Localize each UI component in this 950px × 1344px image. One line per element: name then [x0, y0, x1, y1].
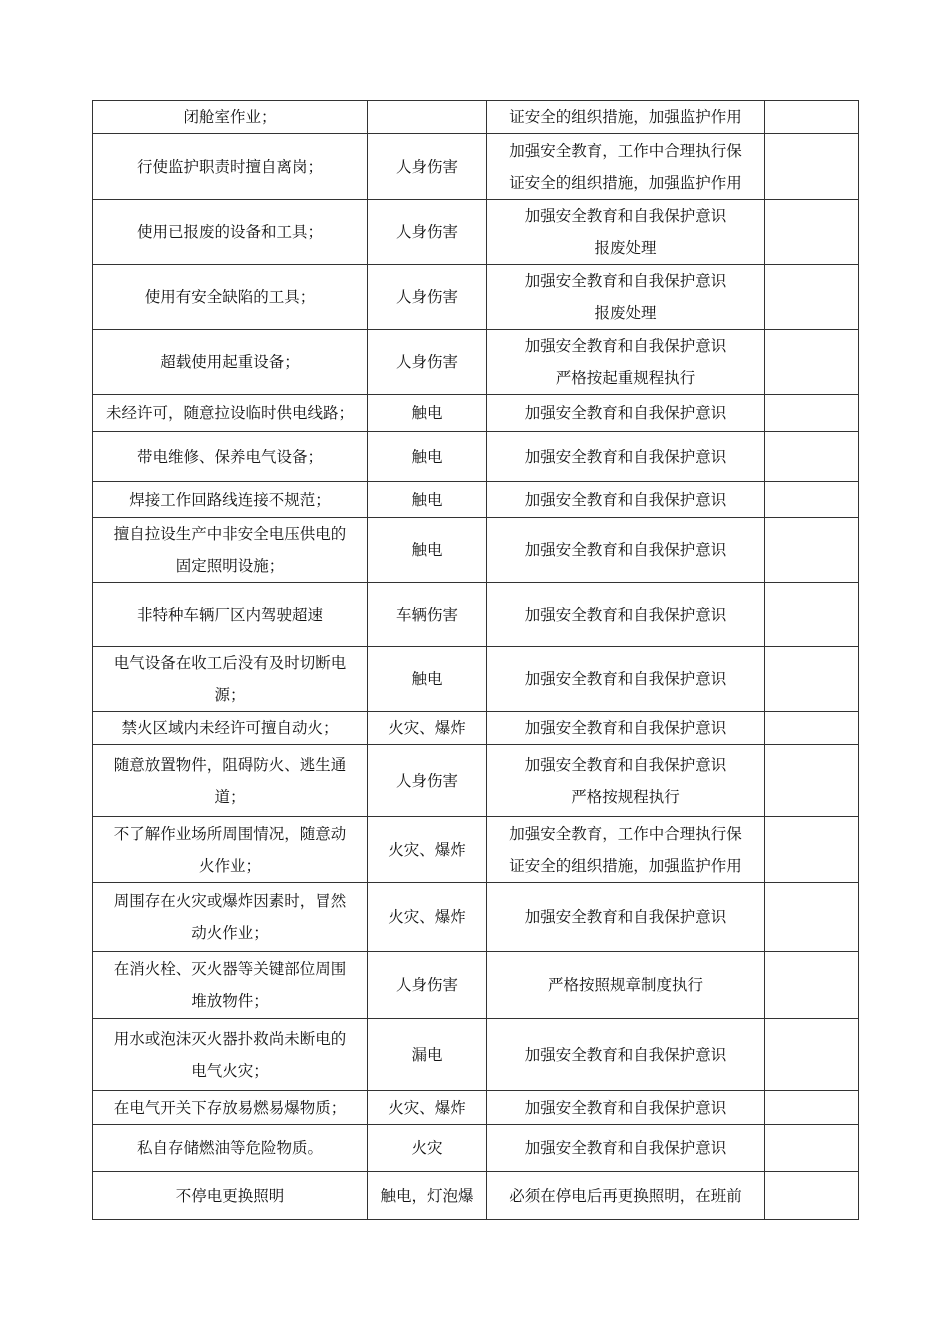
table-row [93, 518, 859, 583]
control-measure-cell [487, 647, 765, 712]
control-measure-cell-line: 报废处理 [594, 304, 657, 322]
table-row [93, 1172, 859, 1220]
hazard-action-cell [93, 745, 368, 817]
hazard-action-cell-line: 道； [214, 787, 246, 806]
hazard-action-cell-line: 堆放物件； [191, 992, 269, 1010]
hazard-action-cell-line: 固定照明设施； [175, 557, 285, 575]
hazard-action-cell [93, 583, 368, 647]
hazard-action-cell-line: 用水或泡沫灭火器扑救尚未断电的 [113, 1029, 347, 1048]
control-measure-cell [487, 952, 765, 1019]
harm-type-cell: 火灾、爆炸 [368, 817, 487, 883]
control-measure-cell-line: 加强安全教育和自我保护意识 [524, 1045, 727, 1064]
control-measure-cell [487, 265, 765, 330]
control-measure-cell [487, 518, 765, 583]
remark-cell [765, 330, 859, 395]
harm-type-cell: 人身伤害 [368, 265, 487, 330]
remark-cell [765, 583, 859, 647]
control-measure-cell-line: 证安全的组织措施，加强监护作用 [509, 108, 742, 126]
hazard-action-cell [93, 518, 368, 583]
hazard-action-cell-line: 电气火灾； [191, 1061, 269, 1080]
hazard-action-cell [93, 1019, 368, 1091]
remark-cell [765, 265, 859, 330]
control-measure-cell [487, 134, 765, 200]
control-measure-cell-line: 加强安全教育和自我保护意识 [524, 337, 727, 355]
hazard-action-cell [93, 395, 368, 432]
hazard-action-cell-line: 使用有安全缺陷的工具； [144, 288, 316, 306]
control-measure-cell [487, 330, 765, 395]
hazard-action-cell [93, 952, 368, 1019]
hazard-action-cell [93, 883, 368, 952]
control-measure-cell-line: 证安全的组织措施，加强监护作用 [509, 856, 742, 875]
harm-type-cell: 触电，灯泡爆 [368, 1172, 487, 1220]
control-measure-cell-line: 加强安全教育和自我保护意识 [524, 1139, 727, 1157]
control-measure-cell [487, 1125, 765, 1172]
remark-cell [765, 432, 859, 482]
harm-type-cell: 火灾、爆炸 [368, 1091, 487, 1125]
harm-type-cell [368, 101, 487, 134]
table-row [93, 330, 859, 395]
table-row [93, 745, 859, 817]
table-row [93, 583, 859, 647]
hazard-action-cell-line: 非特种车辆厂区内驾驶超速 [136, 605, 323, 624]
harm-type-cell: 触电 [368, 482, 487, 518]
table-row [93, 265, 859, 330]
control-measure-cell [487, 712, 765, 745]
hazard-action-cell [93, 1172, 368, 1220]
control-measure-cell-line: 加强安全教育和自我保护意识 [524, 490, 727, 509]
hazard-action-cell-line: 焊接工作回路线连接不规范； [129, 490, 331, 509]
hazard-action-cell [93, 712, 368, 745]
risk-table-body [93, 101, 859, 1220]
remark-cell [765, 134, 859, 200]
control-measure-cell [487, 817, 765, 883]
control-measure-cell-line: 严格按起重规程执行 [555, 369, 696, 387]
table-row [93, 1091, 859, 1125]
remark-cell [765, 883, 859, 952]
hazard-action-cell-line: 带电维修、保养电气设备； [136, 447, 323, 466]
hazard-action-cell [93, 817, 368, 883]
hazard-action-cell-line: 电气设备在收工后没有及时切断电 [113, 654, 347, 672]
table-row [93, 395, 859, 432]
remark-cell [765, 952, 859, 1019]
hazard-action-cell-line: 不停电更换照明 [175, 1186, 285, 1205]
hazard-action-cell [93, 330, 368, 395]
table-row [93, 647, 859, 712]
control-measure-cell-line: 加强安全教育和自我保护意识 [524, 719, 727, 737]
hazard-action-cell-line: 源； [214, 686, 246, 704]
table-row [93, 200, 859, 265]
control-measure-cell-line: 加强安全教育和自我保护意识 [524, 207, 727, 225]
control-measure-cell [487, 101, 765, 134]
hazard-action-cell-line: 闭舱室作业； [183, 108, 277, 126]
control-measure-cell [487, 482, 765, 518]
control-measure-cell-line: 加强安全教育和自我保护意识 [524, 1098, 727, 1117]
control-measure-cell [487, 1019, 765, 1091]
hazard-action-cell [93, 647, 368, 712]
remark-cell [765, 395, 859, 432]
risk-table [92, 100, 859, 1220]
control-measure-cell [487, 395, 765, 432]
harm-type-cell: 火灾 [368, 1125, 487, 1172]
hazard-action-cell-line: 擅自拉设生产中非安全电压供电的 [113, 525, 347, 543]
remark-cell [765, 647, 859, 712]
table-row [93, 482, 859, 518]
control-measure-cell-line: 加强安全教育和自我保护意识 [524, 670, 727, 688]
control-measure-cell [487, 1091, 765, 1125]
harm-type-cell: 触电 [368, 395, 487, 432]
harm-type-cell: 漏电 [368, 1019, 487, 1091]
control-measure-cell-line: 严格按规程执行 [571, 787, 680, 806]
control-measure-cell [487, 432, 765, 482]
hazard-action-cell [93, 482, 368, 518]
harm-type-cell: 人身伤害 [368, 200, 487, 265]
remark-cell [765, 200, 859, 265]
hazard-action-cell [93, 1125, 368, 1172]
table-row [93, 134, 859, 200]
table-row [93, 1125, 859, 1172]
harm-type-cell: 触电 [368, 518, 487, 583]
hazard-action-cell-line: 周围存在火灾或爆炸因素时，冒然 [113, 892, 347, 910]
control-measure-cell-line: 加强安全教育，工作中合理执行保 [509, 824, 742, 843]
harm-type-cell: 人身伤害 [368, 952, 487, 1019]
control-measure-cell-line: 加强安全教育和自我保护意识 [524, 605, 727, 624]
control-measure-cell-line: 必须在停电后再更换照明，在班前 [509, 1186, 742, 1205]
hazard-action-cell-line: 随意放置物件，阻碍防火、逃生通 [113, 755, 347, 774]
hazard-action-cell-line: 火作业； [198, 856, 261, 875]
table-row [93, 712, 859, 745]
hazard-action-cell [93, 200, 368, 265]
remark-cell [765, 712, 859, 745]
control-measure-cell [487, 1172, 765, 1220]
control-measure-cell [487, 745, 765, 817]
remark-cell [765, 1172, 859, 1220]
control-measure-cell-line: 加强安全教育和自我保护意识 [524, 755, 727, 774]
remark-cell [765, 817, 859, 883]
control-measure-cell-line: 报废处理 [594, 239, 657, 257]
hazard-action-cell-line: 在消火栓、灭火器等关键部位周围 [113, 960, 347, 978]
table-row [93, 952, 859, 1019]
remark-cell [765, 482, 859, 518]
table-row [93, 883, 859, 952]
hazard-action-cell-line: 私自存储燃油等危险物质。 [136, 1139, 323, 1157]
table-row [93, 1019, 859, 1091]
harm-type-cell: 人身伤害 [368, 134, 487, 200]
hazard-action-cell [93, 1091, 368, 1125]
table-row [93, 817, 859, 883]
hazard-action-cell [93, 432, 368, 482]
hazard-action-cell-line: 未经许可，随意拉设临时供电线路； [105, 404, 354, 422]
table-row [93, 432, 859, 482]
control-measure-cell [487, 200, 765, 265]
harm-type-cell: 火灾、爆炸 [368, 883, 487, 952]
hazard-action-cell-line: 超载使用起重设备； [160, 353, 300, 371]
hazard-action-cell [93, 265, 368, 330]
hazard-action-cell-line: 动火作业； [191, 924, 269, 942]
hazard-action-cell-line: 使用已报废的设备和工具； [136, 223, 323, 241]
control-measure-cell-line: 加强安全教育和自我保护意识 [524, 541, 727, 559]
hazard-action-cell [93, 101, 368, 134]
remark-cell [765, 1019, 859, 1091]
hazard-action-cell-line: 行使监护职责时擅自离岗； [136, 157, 323, 176]
control-measure-cell-line: 加强安全教育和自我保护意识 [524, 908, 727, 926]
hazard-action-cell-line: 在电气开关下存放易燃易爆物质； [113, 1098, 347, 1117]
control-measure-cell [487, 883, 765, 952]
harm-type-cell: 火灾、爆炸 [368, 712, 487, 745]
hazard-action-cell-line: 禁火区域内未经许可擅自动火； [121, 719, 339, 737]
harm-type-cell: 触电 [368, 647, 487, 712]
harm-type-cell: 车辆伤害 [368, 583, 487, 647]
hazard-action-cell-line: 不了解作业场所周围情况，随意动 [113, 824, 347, 843]
remark-cell [765, 101, 859, 134]
harm-type-cell: 人身伤害 [368, 330, 487, 395]
harm-type-cell: 触电 [368, 432, 487, 482]
control-measure-cell-line: 加强安全教育和自我保护意识 [524, 272, 727, 290]
control-measure-cell-line: 加强安全教育和自我保护意识 [524, 447, 727, 466]
control-measure-cell-line: 严格按照规章制度执行 [547, 976, 703, 994]
remark-cell [765, 1091, 859, 1125]
table-row [93, 101, 859, 134]
hazard-action-cell [93, 134, 368, 200]
remark-cell [765, 518, 859, 583]
control-measure-cell-line: 加强安全教育，工作中合理执行保 [509, 141, 742, 160]
control-measure-cell-line: 加强安全教育和自我保护意识 [524, 404, 727, 422]
control-measure-cell-line: 证安全的组织措施，加强监护作用 [509, 173, 742, 192]
remark-cell [765, 1125, 859, 1172]
harm-type-cell: 人身伤害 [368, 745, 487, 817]
control-measure-cell [487, 583, 765, 647]
remark-cell [765, 745, 859, 817]
